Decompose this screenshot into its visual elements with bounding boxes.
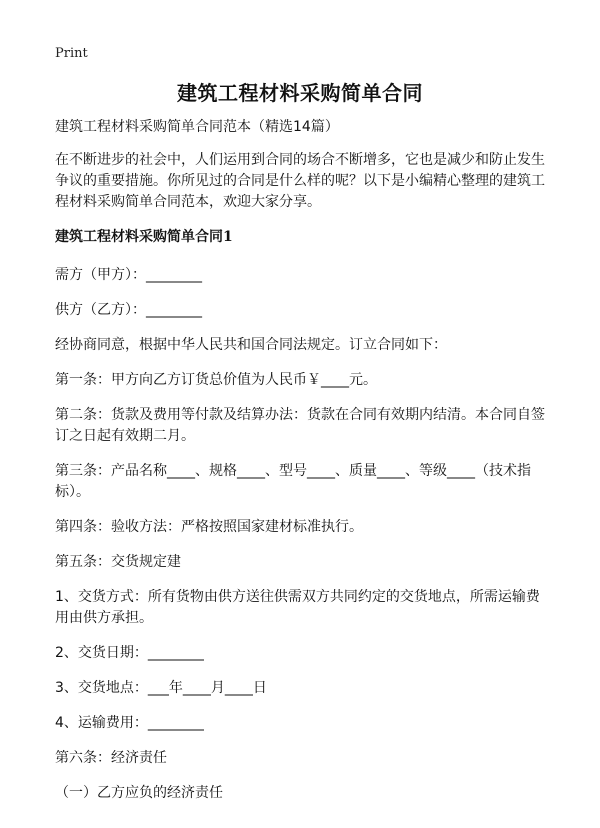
document-title: 建筑工程材料采购简单合同 [177,81,423,105]
contract-paragraph: 第三条：产品名称____、规格____、型号____、质量____、等级____（技术指标）。 [55,463,531,500]
contract-paragraph: 需方（甲方）：________ [55,267,202,283]
contract-paragraph: 供方（乙方）：________ [55,302,202,318]
contract-paragraph: 第一条：甲方向乙方订货总价值为人民币￥____元。 [55,372,377,388]
document-subtitle: 建筑工程材料采购简单合同范本（精选14篇） [55,119,339,135]
print-link[interactable]: Print [55,46,88,61]
contract-paragraph: 经协商同意，根据中华人民共和国合同法规定。订立合同如下： [55,337,447,353]
contract-paragraph: 1、交货方式：所有货物由供方送往供需双方共同约定的交货地点，所需运输费用由供方承担。 [55,589,540,626]
contract-paragraph: 第五条：交货规定建 [55,554,181,570]
section-heading: 建筑工程材料采购简单合同1 [55,229,233,245]
contract-paragraph: 第二条：货款及费用等付款及结算办法：货款在合同有效期内结清。本合同自签订之日起有效期二月。 [55,407,545,444]
document-body [55,117,551,818]
contract-paragraph: （一）乙方应负的经济责任 [55,785,223,801]
contract-paragraph: 第六条：经济责任 [55,750,167,766]
contract-paragraph: 2、交货日期：________ [55,645,204,661]
contract-paragraph: 第四条：验收方法：严格按照国家建材标准执行。 [55,519,363,535]
contract-paragraph: 3、交货地点：___年____月____日 [55,680,267,696]
intro-paragraph: 在不断进步的社会中，人们运用到合同的场合不断增多，它也是减少和防止发生争议的重要措施。你所见过的合同是什么样的呢？以下是小编精心整理的建筑工程材料采购简单合同范本，欢迎大家分享。 [55,152,545,210]
contract-paragraph: 4、运输费用：________ [55,715,204,731]
